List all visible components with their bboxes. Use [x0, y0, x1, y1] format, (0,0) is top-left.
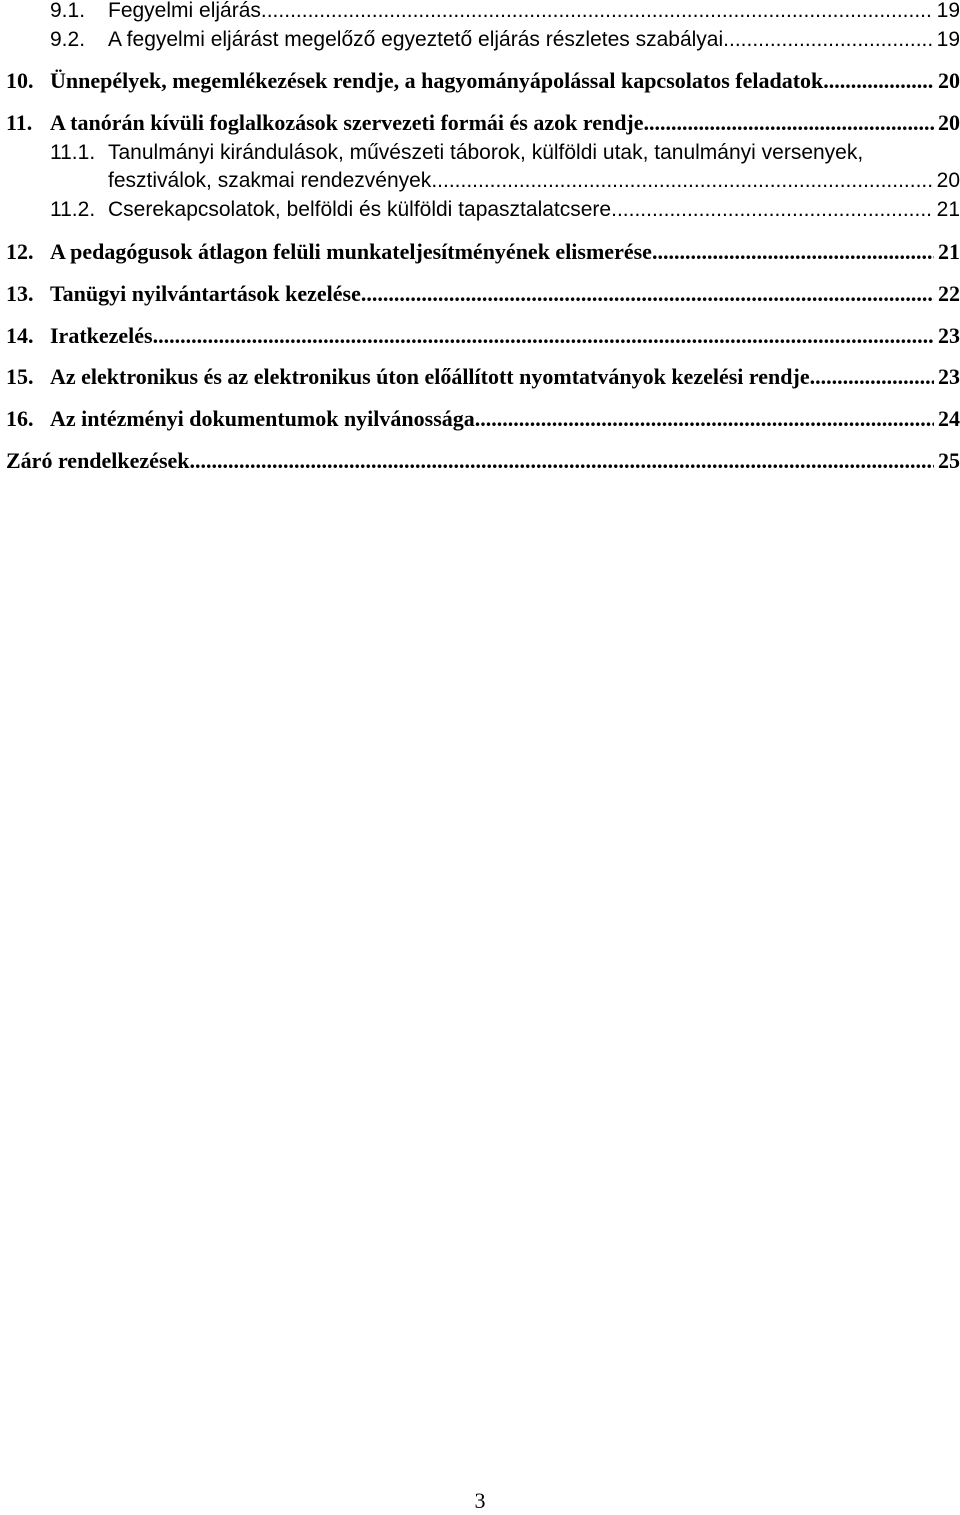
toc-entry-number: 14. [6, 323, 34, 348]
toc-leader-dots [153, 321, 934, 351]
toc-entry-closing-provisions[interactable] [6, 446, 960, 482]
toc-entry-title: Fegyelmi eljárás [108, 0, 261, 22]
toc-entry-number: 9.2. [50, 28, 86, 51]
toc-entry-number: 15. [6, 364, 34, 389]
toc-leader-dots [475, 404, 934, 434]
toc-entry-title: Záró rendelkezések [6, 448, 190, 473]
toc-leader-dots [611, 195, 933, 225]
toc-leader-dots [361, 279, 934, 309]
page-number: 3 [474, 1488, 486, 1513]
toc-entry-page: 24 [938, 406, 960, 431]
toc-leader-dots [190, 446, 934, 476]
toc-entry-number: 9.1. [50, 0, 86, 22]
toc-leader-dots [810, 362, 934, 392]
toc-leader-dots [644, 108, 934, 138]
toc-entry-title: Iratkezelés [50, 323, 153, 348]
toc-entry-page: 23 [938, 323, 960, 348]
toc-entry-number: 11.2. [50, 198, 96, 221]
toc-entry-page: 25 [938, 448, 960, 473]
toc-entry-page: 21 [936, 198, 960, 221]
toc-entry-title: Ünnepélyek, megemlékezések rendje, a hagyományápolással kapcsolatos feladatok [50, 68, 824, 93]
toc-entry-15[interactable] [6, 362, 960, 398]
toc-leader-dots [652, 237, 934, 267]
toc-leader-dots [723, 25, 932, 55]
toc-entry-number: 13. [6, 281, 34, 306]
toc-entry-page: 20 [938, 110, 960, 135]
toc-entry-14[interactable] [6, 321, 960, 357]
toc-leader-dots [261, 0, 933, 26]
toc-entry-13[interactable] [6, 279, 960, 315]
toc-entry-9-2[interactable] [50, 25, 960, 61]
toc-entry-number: 12. [6, 239, 34, 264]
toc-entry-page: 23 [938, 364, 960, 389]
toc-leader-dots [431, 166, 932, 196]
toc-entry-number: 10. [6, 68, 34, 93]
toc-entry-number: 11. [6, 110, 33, 135]
toc-entry-number: 16. [6, 406, 34, 431]
toc-entry-title: Az elektronikus és az elektronikus úton előállított nyomtatványok kezelési rendje [50, 364, 810, 389]
toc-entry-16[interactable] [6, 404, 960, 440]
toc-entry-page: 20 [936, 169, 960, 192]
toc-entry-title: Tanügyi nyilvántartások kezelése [50, 281, 361, 306]
toc-entry-title: Cserekapcsolatok, belföldi és külföldi tapasztalatcsere [108, 198, 612, 221]
toc-entry-title: A tanórán kívüli foglalkozások szervezeti formái és azok rendje [50, 110, 644, 135]
toc-entry-page: 22 [938, 281, 960, 306]
toc-entry-page: 19 [936, 28, 960, 51]
toc-entry-page: 19 [936, 0, 960, 22]
toc-entry-title: A pedagógusok átlagon felüli munkateljesítményének elismerése [50, 239, 652, 264]
toc-entry-10[interactable] [6, 66, 960, 102]
toc-entry-11-2[interactable] [50, 195, 960, 231]
toc-entry-title-continued: fesztiválok, szakmai rendezvények [108, 169, 432, 192]
toc-entry-number: 11.1. [50, 141, 96, 164]
toc-entry-page: 20 [938, 68, 960, 93]
toc-entry-title: Az intézményi dokumentumok nyilvánossága [50, 406, 475, 431]
toc-entry-title: Tanulmányi kirándulások, művészeti táborok, külföldi utak, tanulmányi versenyek, [108, 141, 864, 164]
toc-entry-page: 21 [938, 239, 960, 264]
toc-entry-title: A fegyelmi eljárást megelőző egyeztető eljárás részletes szabályai [108, 28, 724, 51]
toc-entry-12[interactable] [6, 237, 960, 273]
toc-leader-dots [823, 66, 934, 96]
